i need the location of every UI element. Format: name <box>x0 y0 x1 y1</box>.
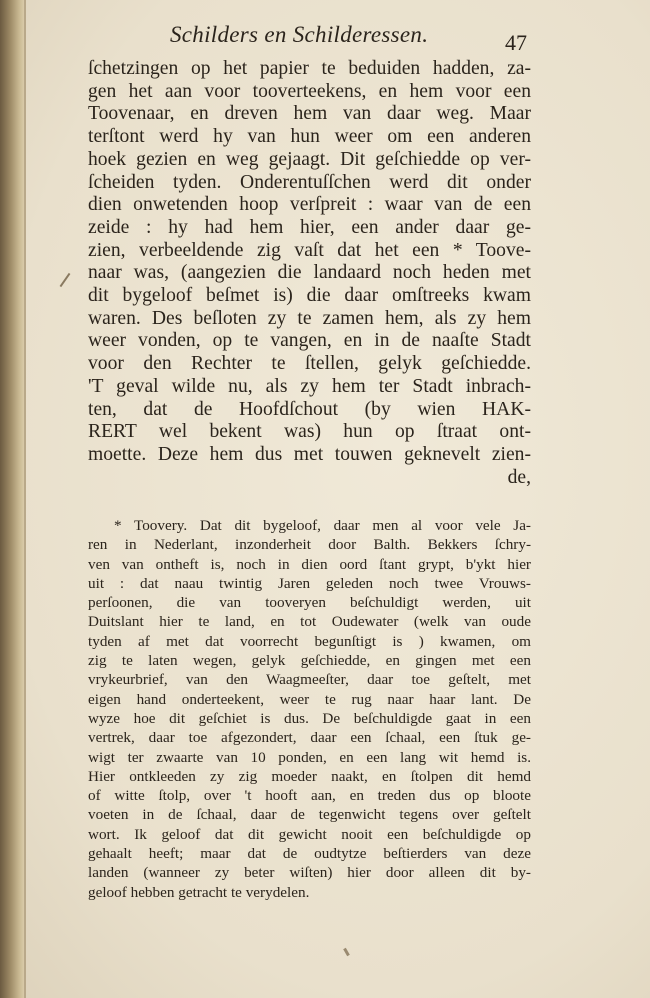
footnote-line: wort. Ik geloof dat dit gewicht nooit een beſchuldigde op <box>88 825 531 843</box>
body-line: gen het aan voor tooverteekens, en hem voor een <box>88 80 531 102</box>
footnote-line: Duitslant hier te land, en tot Oudewater (welk van oude <box>88 613 531 631</box>
footnote-line: tyden af met dat voorrecht begunſtigt is ) kwamen, om <box>88 632 531 650</box>
footnote-line: ren in Nederlant, inzonderheit door Balth. Bekkers ſchry- <box>88 536 531 554</box>
footnote-line: gehaalt heeft; maar dat de oudtytze beſtierders van deze <box>88 845 531 863</box>
gutter-line <box>24 0 26 998</box>
running-head: Schilders en Schilderessen. <box>170 22 429 47</box>
footnote-line: vertrek, daar toe afgezondert, daar een ſchaal, een ſtuk ge- <box>88 729 531 747</box>
book-spine <box>0 0 24 998</box>
page-number: 47 <box>505 30 527 55</box>
footnote-line: of witte ſtolp, over 't hooft aan, en treden dus op bloote <box>88 787 531 805</box>
body-line: zien, verbeeldende zig vaſt dat het een * Toove- <box>88 239 531 261</box>
body-line: dit bygeloof beſmet is) die daar omſtreeks kwam <box>88 285 531 307</box>
footnote-line: geloof hebben getracht te verydelen. <box>88 883 310 901</box>
catchword: de, <box>507 466 531 488</box>
body-line: zeide : hy had hem hier, een ander daar ge- <box>88 216 531 238</box>
body-line: ten, dat de Hoofdſchout (by wien HAK- <box>88 398 531 420</box>
footnote-line: perſoonen, die van tooveryen beſchuldigt werden, uit <box>88 594 531 612</box>
body-line: 'T geval wilde nu, als zy hem ter Stadt inbrach- <box>88 375 531 397</box>
footnote <box>88 516 531 902</box>
body-line: ſchetzingen op het papier te beduiden hadden, za- <box>88 58 531 79</box>
footnote-line: vrykeurbrief, van den Waagmeeſter, daar toe geſtelt, met <box>88 671 531 689</box>
body-line: Toovenaar, en dreven hem van daar weg. Maar <box>88 103 531 125</box>
footnote-line: wigt ter zwaarte van 10 ponden, en een lang wit hemd is. <box>88 748 531 766</box>
footnote-line: landen (wanneer zy beter wiſten) hier door alleen dit by- <box>88 864 531 882</box>
footnote-line: uit : dat naau twintig Jaren geleden noch twee Vrouws- <box>88 574 531 592</box>
body-line: weer vonden, op te vangen, en in de naaſte Stadt <box>88 330 531 352</box>
footnote-line: wyze hoe dit geſchiet is dus. De beſchuldigde gaat in een <box>88 709 531 727</box>
body-line: naar was, (aangezien die landaard noch heden met <box>88 262 531 284</box>
footnote-line: ven van ontheft is, noch in dien oord ſtant grypt, b'ykt hier <box>88 555 531 573</box>
body-line: hoek gezien en weg gejaagt. Dit geſchiedde op ver- <box>88 148 531 170</box>
body-line: dien onwetenden hoop verſpreit : waar van de een <box>88 194 531 216</box>
footnote-line: voeten in de ſchaal, daar de tegenwicht tegens over geſtelt <box>88 806 531 824</box>
footnote-line: * Toovery. Dat dit bygeloof, daar men al voor vele Ja- <box>114 517 531 534</box>
body-line: terſtont werd hy van hun weer om een anderen <box>88 126 531 148</box>
footnote-line: zig te laten wegen, gelyk geſchiedde, en gingen met een <box>88 652 531 670</box>
footnote-line: eigen hand onderteekent, weer te rug naar haar lant. De <box>88 690 531 708</box>
body-line: RERT wel bekent was) hun op ſtraat ont- <box>88 421 531 443</box>
footnote-line: Hier ontkleeden zy zig moeder naakt, en ſtolpen dit hemd <box>88 767 531 785</box>
body-line: waren. Des beſloten zy te zamen hem, als zy hem <box>88 307 531 329</box>
body-line: moette. Deze hem dus met touwen geknevelt zien- <box>88 443 531 465</box>
body-text <box>88 58 531 489</box>
body-line: voor den Rechter te ſtellen, gelyk geſchiedde. <box>88 353 531 375</box>
body-line: ſcheiden tyden. Onderentuſſchen werd dit onder <box>88 171 531 193</box>
